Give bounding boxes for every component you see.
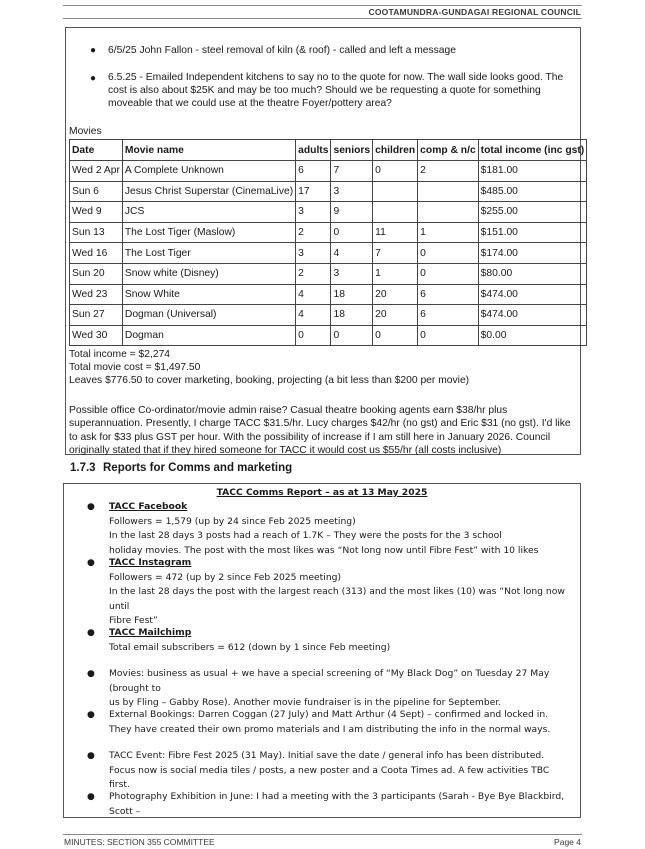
movies-section xyxy=(109,667,571,711)
text-line: In the last 28 days 3 posts had a reach of 1.7K – They were the posts for the 3 school xyxy=(109,530,502,541)
cell: 0 xyxy=(373,325,418,346)
footer-rule xyxy=(63,834,582,835)
remaining-amount: Leaves $776.50 to cover marketing, booking, projecting (a bit less than $200 per movie) xyxy=(69,375,470,386)
cell: Wed 9 xyxy=(70,202,123,223)
cell: A Complete Unknown xyxy=(122,161,295,182)
cell: $474.00 xyxy=(478,305,587,326)
col-header-adults: adults xyxy=(296,140,331,161)
table-row xyxy=(70,284,587,305)
text-line: holiday movies. The post with the most likes was “Not long now until Fibre Fest” with 10 likes xyxy=(109,544,539,556)
cell: 3 xyxy=(331,263,373,284)
bullet-icon: ● xyxy=(87,710,95,720)
table-row xyxy=(70,305,587,326)
cell: Wed 30 xyxy=(70,325,123,346)
bullet-icon: ● xyxy=(87,558,95,568)
mailchimp-heading: TACC Mailchimp xyxy=(109,627,192,638)
bullet-icon: ● xyxy=(90,73,97,84)
cell: Sun 20 xyxy=(70,263,123,284)
photo-section xyxy=(109,790,571,818)
text-line: In the last 28 days the post with the largest reach (313) and the most likes (10) was “Not long now until xyxy=(109,586,565,612)
cell: 3 xyxy=(296,202,331,223)
cell: $0.00 xyxy=(478,325,587,346)
cell: 1 xyxy=(373,263,418,284)
cell: Wed 23 xyxy=(70,284,123,305)
col-header-date: Date xyxy=(70,140,123,161)
table-header-row xyxy=(70,140,587,161)
text-line: Focus now is social media tiles / posts, a new poster and a Coota Times ad. A few activities TBC first. xyxy=(109,764,550,790)
cell: 6 xyxy=(418,284,479,305)
col-header-children: children xyxy=(373,140,418,161)
cell: 4 xyxy=(296,284,331,305)
total-income: Total income = $2,274 xyxy=(69,349,171,360)
cell xyxy=(373,202,418,223)
text-line: Total email subscribers = 612 (down by 1 since Feb meeting) xyxy=(109,641,391,653)
cell: Sun 6 xyxy=(70,181,123,202)
cell: 6 xyxy=(296,161,331,182)
section-heading xyxy=(70,462,292,474)
cell: 20 xyxy=(373,305,418,326)
page-number: Page 4 xyxy=(554,837,581,847)
cell: Wed 2 Apr xyxy=(70,161,123,182)
cell: 3 xyxy=(296,243,331,264)
cell: The Lost Tiger xyxy=(122,243,295,264)
text-line: Followers = 472 (up by 2 since Feb 2025 meeting) xyxy=(109,571,342,583)
bookings-section xyxy=(109,708,571,737)
cell: $80.00 xyxy=(478,263,587,284)
cell: 0 xyxy=(373,161,418,182)
cell xyxy=(373,181,418,202)
cell: 11 xyxy=(373,222,418,243)
facebook-section xyxy=(109,500,571,558)
header-rule-top xyxy=(63,5,582,6)
cell: Wed 16 xyxy=(70,243,123,264)
cell: 20 xyxy=(373,284,418,305)
movies-table xyxy=(69,139,587,346)
table-row xyxy=(70,325,587,346)
pay-rate-paragraph: Possible office Co-ordinator/movie admin raise? Casual theatre booking agents earn $38/hr plus superannuation. Presently, I charge TACC $31.5/hr. Lucy charges $42/hr (no gst) and Eric $31 (no gst). I'd like to ask for $33 plus GST per hour. With the possibility of increase if I am still here in January 2026. Council originally stated that if they hired someone for TACC it would cost us $55/hr (all costs inclusive) xyxy=(69,405,571,457)
cell xyxy=(418,181,479,202)
cell: Jesus Christ Superstar (CinemaLive) xyxy=(122,181,295,202)
text-line: Followers = 1,579 (up by 24 since Feb 2025 meeting) xyxy=(109,515,356,527)
text-line: Fibre Fest” xyxy=(109,615,158,626)
cell: Snow white (Disney) xyxy=(122,263,295,284)
table-row xyxy=(70,263,587,284)
manager-report-box xyxy=(65,27,585,457)
text-line: us by Fling – Gabby Rose). Another movie fundraiser is in the pipeline for September. xyxy=(109,697,502,708)
cell: Dogman xyxy=(122,325,295,346)
cell: 4 xyxy=(296,305,331,326)
cell: The Lost Tiger (Maslow) xyxy=(122,222,295,243)
cell: 18 xyxy=(331,284,373,305)
cell: 0 xyxy=(418,263,479,284)
cell: 1 xyxy=(418,222,479,243)
bullet-icon: ● xyxy=(90,45,97,56)
cell: 3 xyxy=(331,181,373,202)
total-movie-cost: Total movie cost = $1,497.50 xyxy=(69,362,201,373)
bullet-item: 6/5/25 John Fallon - steel removal of kiln (& roof) - called and left a message xyxy=(108,45,456,56)
cell: 0 xyxy=(418,325,479,346)
cell: 2 xyxy=(296,222,331,243)
cell: 9 xyxy=(331,202,373,223)
text-line: External Bookings: Darren Coggan (27 July) and Matt Arthur (4 Sept) – confirmed and locked in. xyxy=(109,709,549,720)
table-row xyxy=(70,161,587,182)
header-rule-bottom xyxy=(63,18,582,19)
table-row xyxy=(70,222,587,243)
cell: $474.00 xyxy=(478,284,587,305)
cell: JCS xyxy=(122,202,295,223)
cell: Sun 27 xyxy=(70,305,123,326)
table-row xyxy=(70,202,587,223)
council-name: COOTAMUNDRA-GUNDAGAI REGIONAL COUNCIL xyxy=(368,7,581,17)
cell: 2 xyxy=(296,263,331,284)
cell: $151.00 xyxy=(478,222,587,243)
bullet-icon: ● xyxy=(87,669,95,679)
facebook-heading: TACC Facebook xyxy=(109,501,188,512)
col-header-income: total income (inc gst) xyxy=(478,140,587,161)
table-row xyxy=(70,243,587,264)
col-header-seniors: seniors xyxy=(331,140,373,161)
bullet-icon: ● xyxy=(87,792,95,802)
text-line: Movies: business as usual + we have a special screening of “My Black Dog” on Tuesday 27 May (brought to xyxy=(109,668,550,694)
text-line: Photography Exhibition in June: I had a meeting with the 3 participants (Sarah - Bye Bye Blackbird, Scott – xyxy=(109,791,565,817)
col-header-comp: comp & n/c xyxy=(418,140,479,161)
table-row xyxy=(70,181,587,202)
cell: 7 xyxy=(373,243,418,264)
instagram-heading: TACC Instagram xyxy=(109,557,192,568)
col-header-movie: Movie name xyxy=(122,140,295,161)
cell: 18 xyxy=(331,305,373,326)
cell: $255.00 xyxy=(478,202,587,223)
cell: Snow White xyxy=(122,284,295,305)
mailchimp-section xyxy=(109,626,571,655)
cell: $181.00 xyxy=(478,161,587,182)
cell: Sun 13 xyxy=(70,222,123,243)
section-title: Reports for Comms and marketing xyxy=(103,462,293,474)
cell: 0 xyxy=(296,325,331,346)
cell: 2 xyxy=(418,161,479,182)
cell: 17 xyxy=(296,181,331,202)
cell: $174.00 xyxy=(478,243,587,264)
cell: Dogman (Universal) xyxy=(122,305,295,326)
text-line: TACC Event: Fibre Fest 2025 (31 May). Initial save the date / general info has been distributed. xyxy=(109,750,545,761)
movies-label: Movies xyxy=(69,126,102,137)
event-section xyxy=(109,749,571,793)
section-number: 1.7.3 xyxy=(70,462,96,474)
cell xyxy=(418,202,479,223)
comms-report-box xyxy=(63,483,581,818)
instagram-section xyxy=(109,556,571,629)
cell: 6 xyxy=(418,305,479,326)
cell: 4 xyxy=(331,243,373,264)
footer-title: MINUTES: SECTION 355 COMMITTEE xyxy=(64,837,215,847)
bullet-item: 6.5.25 - Emailed Independent kitchens to say no to the quote for now. The wall side looks good. The cost is also about $25K and may be too much? Should we be requesting a quote for something moveable that we could use at the theatre Foyer/pottery area? xyxy=(108,72,564,109)
bullet-icon: ● xyxy=(87,751,95,761)
text-line: They have created their own promo materials and I am distributing the info in the normal ways. xyxy=(109,723,551,735)
comms-report-title: TACC Comms Report – as at 13 May 2025 xyxy=(216,487,428,498)
bullet-icon: ● xyxy=(87,502,95,512)
cell: 0 xyxy=(331,222,373,243)
cell: 7 xyxy=(331,161,373,182)
cell: 0 xyxy=(418,243,479,264)
totals-block xyxy=(69,348,574,387)
cell: 0 xyxy=(331,325,373,346)
cell: $485.00 xyxy=(478,181,587,202)
bullet-icon: ● xyxy=(87,628,95,638)
